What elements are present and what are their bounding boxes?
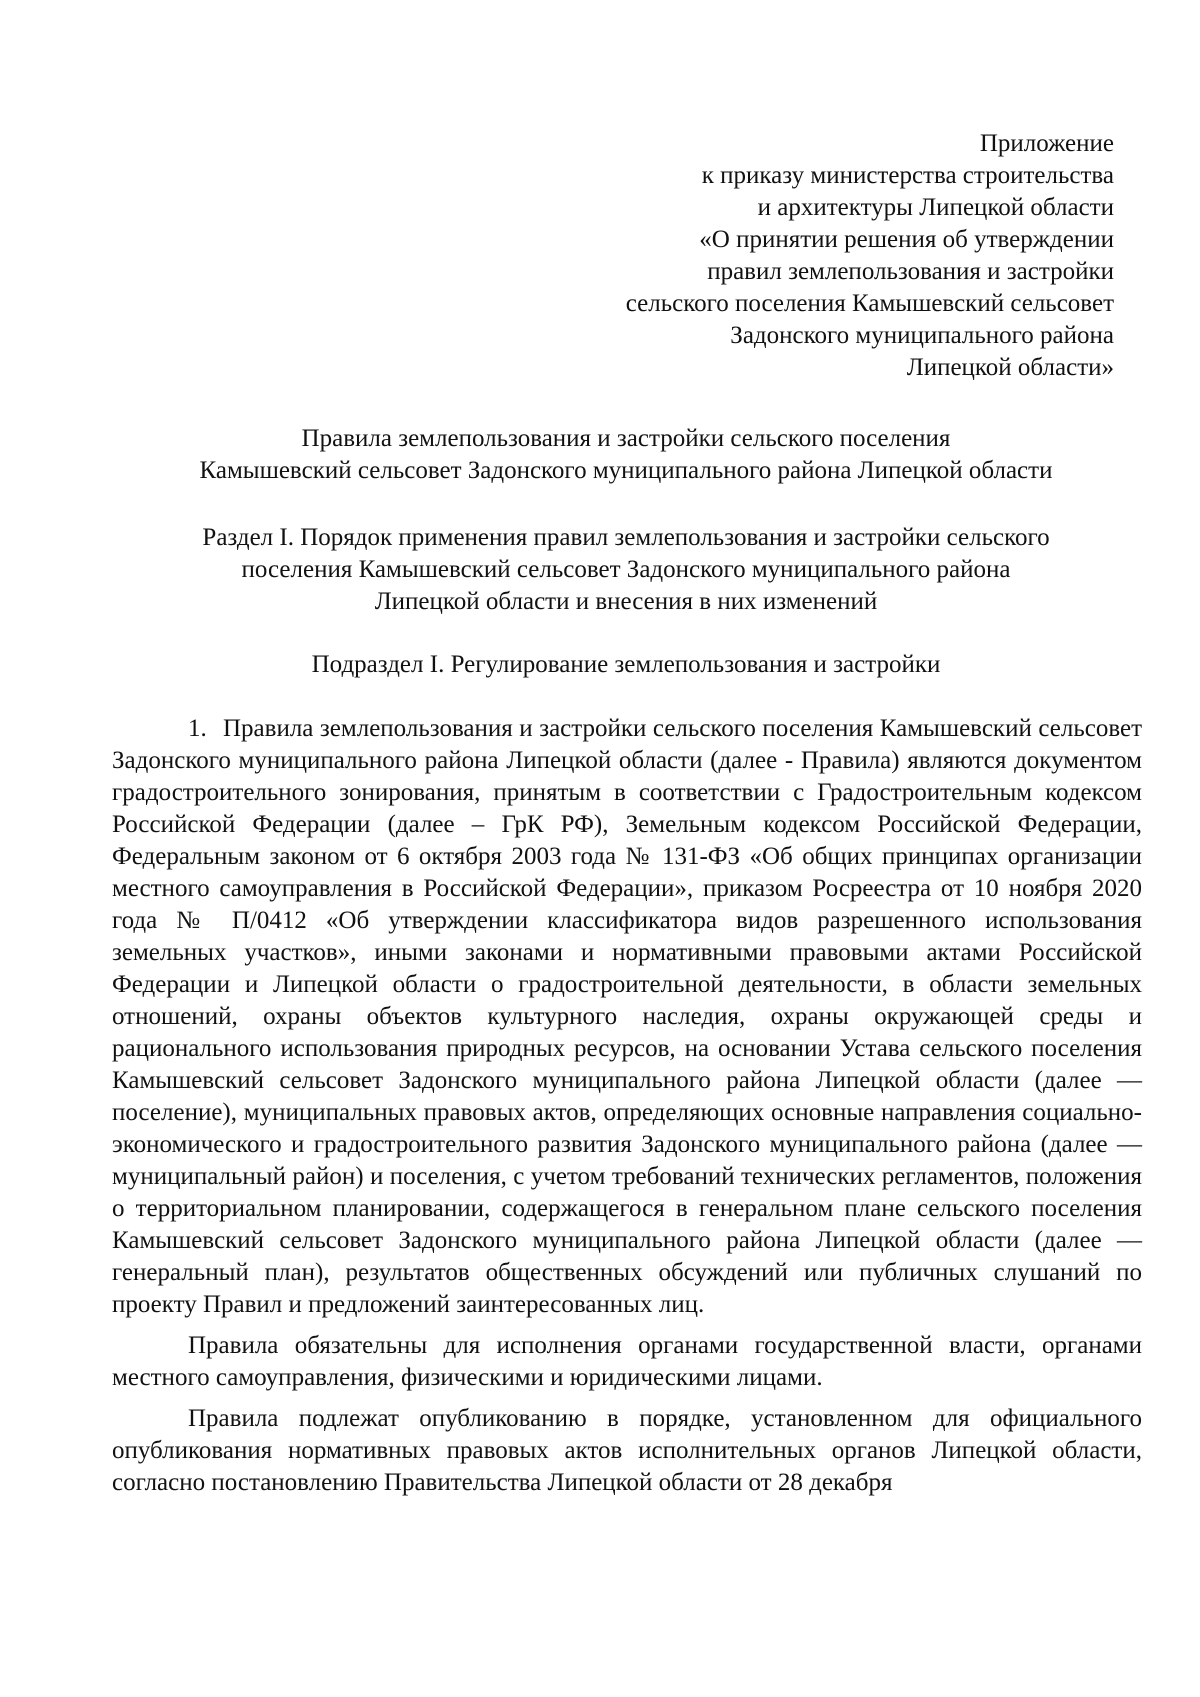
section-heading: [112, 522, 1140, 618]
paragraph-text: Правила обязательны для исполнения органами государственной власти, органами местного самоуправления, физическими и юридическими лицами.: [112, 1332, 1142, 1391]
body-text: [112, 713, 1142, 1499]
appendix-line: к приказу министерства строительства: [701, 162, 1114, 189]
subsection-heading: [112, 649, 1140, 681]
appendix-line: правил землепользования и застройки: [707, 258, 1114, 285]
section-heading-line: Раздел I. Порядок применения правил землепользования и застройки сельского: [202, 524, 1050, 551]
title-line: Камышевский сельсовет Задонского муниципального района Липецкой области: [199, 457, 1053, 484]
paragraph-text: Правила землепользования и застройки сельского поселения Камышевский сельсовет Задонского муниципального района Липецкой области (далее - Правила) являются документом градостроительного зонирования, принятым в соответствии с Градостроительным кодексом Российской Федерации (далее – ГрК РФ), Земельным кодексом Российской Федерации, Федеральным законом от 6 октября 2003 года № 131-ФЗ «Об общих принципах организации местного самоуправления в Российской Федерации», приказом Росреестра от 10 ноября 2020 года № П/0412 «Об утверждении классификатора видов разрешенного использования земельных участков», иными законами и нормативными правовыми актами Российской Федерации и Липецкой области о градостроительной деятельности, в области земельных отношений, охраны объектов культурного наследия, охраны окружающей среды и рационального использования природных ресурсов, на основании Устава сельского поселения Камышевский сельсовет Задонского муниципального района Липецкой области (далее — поселение), муниципальных правовых актов, определяющих основные направления социально-экономического и градостроительного развития Задонского муниципального района (далее — муниципальный район) и поселения, с учетом требований технических регламентов, положения о территориальном планировании, содержащегося в генеральном плане сельского поселения Камышевский сельсовет Задонского муниципального района Липецкой области (далее — генеральный план), результатов общественных обсуждений или публичных слушаний по проекту Правил и предложений заинтересованных лиц.: [112, 715, 1142, 1318]
paragraph-number: 1.: [188, 715, 207, 742]
paragraph-text: Правила подлежат опубликованию в порядке, установленном для официального опубликования нормативных правовых актов исполнительных органов Липецкой области, согласно постановлению Правительства Липецкой области от 28 декабря: [112, 1405, 1142, 1496]
appendix-line: Приложение: [979, 130, 1114, 157]
appendix-header: [626, 128, 1114, 384]
appendix-line: сельского поселения Камышевский сельсовет: [625, 290, 1114, 317]
appendix-line: Задонского муниципального района: [730, 322, 1114, 349]
paragraph-2: [112, 1330, 1142, 1394]
subsection-title: Подраздел I. Регулирование землепользования и застройки: [311, 651, 941, 678]
document-title: [112, 423, 1140, 487]
appendix-line: «О принятии решения об утверждении: [699, 226, 1114, 253]
appendix-line: и архитектуры Липецкой области: [757, 194, 1114, 221]
paragraph-1: [112, 713, 1142, 1321]
paragraph-3: [112, 1403, 1142, 1499]
section-heading-line: поселения Камышевский сельсовет Задонского муниципального района: [241, 556, 1011, 583]
appendix-line: Липецкой области»: [906, 354, 1114, 381]
title-line: Правила землепользования и застройки сельского поселения: [301, 425, 951, 452]
section-heading-line: Липецкой области и внесения в них изменений: [374, 588, 878, 615]
